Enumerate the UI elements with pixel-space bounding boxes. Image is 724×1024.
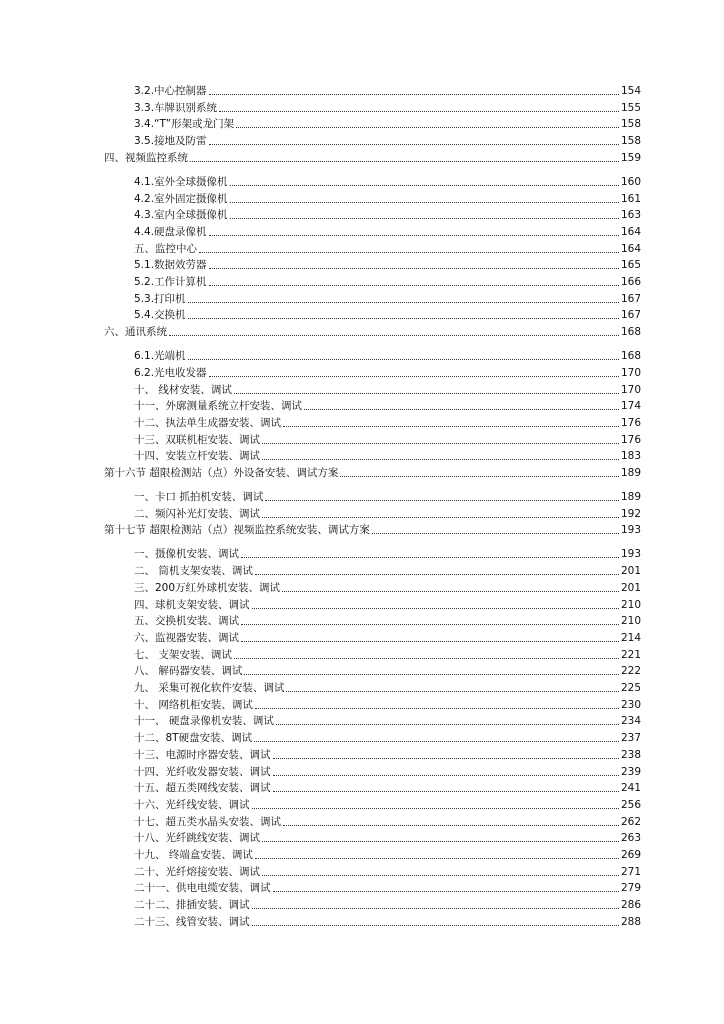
toc-entry-title: 4.4.硬盘录像机 (134, 225, 207, 238)
dot-leader (209, 93, 619, 95)
toc-entry-title: 二、频闪补光灯安装、调试 (134, 507, 260, 520)
toc-entry[interactable] (134, 240, 641, 256)
toc-entry-title: 十二、8T硬盘安装、调试 (134, 732, 253, 745)
toc-entry[interactable] (104, 521, 641, 537)
dot-leader (244, 673, 619, 675)
toc-entry-title: 十二、执法单生成器安装、调试 (134, 416, 281, 429)
toc-entry[interactable] (134, 579, 641, 595)
toc-entry-page-number: 167 (620, 292, 641, 305)
toc-entry-title: 六、通讯系统 (104, 326, 167, 339)
dot-leader (276, 723, 619, 725)
toc-entry-title: 4.1.室外全球摄像机 (134, 175, 228, 188)
toc-entry-title: 4.2.室外固定摄像机 (134, 192, 228, 205)
toc-entry[interactable] (134, 223, 641, 239)
dot-leader (252, 907, 619, 909)
toc-entry-page-number: 167 (620, 309, 641, 322)
toc-entry-title: 3.2.中心控制器 (134, 85, 207, 97)
toc-entry-title: 二、 筒机支架安装、调试 (134, 565, 253, 578)
toc-entry[interactable] (134, 779, 641, 795)
toc-entry-title: 一、卡口 抓拍机安装、调试 (134, 491, 264, 503)
dot-leader (199, 251, 619, 253)
toc-entry-title: 十、 网络机柜安装、调试 (134, 698, 253, 711)
dot-leader (209, 234, 619, 236)
toc-entry[interactable] (134, 397, 641, 413)
toc-entry-page-number: 201 (620, 581, 641, 594)
toc-entry-title: 6.1.光端机 (134, 350, 186, 363)
toc-entry-page-number: 168 (620, 350, 641, 363)
toc-entry-page-number: 286 (620, 899, 641, 912)
dot-leader (255, 707, 619, 709)
dot-leader (254, 740, 619, 742)
toc-entry[interactable] (134, 846, 641, 862)
toc-entry-title: 十八、光纤跳线安装、调试 (134, 832, 260, 845)
toc-entry[interactable] (134, 712, 641, 728)
toc-entry[interactable] (134, 364, 641, 380)
toc-entry[interactable] (134, 879, 641, 895)
toc-entry[interactable] (134, 913, 641, 929)
dot-leader (241, 556, 619, 558)
toc-entry-title: 七、 支架安装、调试 (134, 648, 232, 661)
toc-entry-page-number: 155 (620, 101, 641, 114)
toc-entry-page-number: 239 (620, 765, 641, 778)
toc-entry-page-number: 168 (620, 326, 641, 339)
toc-entry[interactable] (134, 347, 641, 363)
toc-entry-page-number: 241 (620, 782, 641, 795)
dot-leader (273, 757, 619, 759)
toc-entry[interactable] (104, 464, 641, 480)
dot-leader (273, 790, 619, 792)
toc-entry[interactable] (134, 863, 641, 879)
toc-entry-page-number: 183 (620, 450, 641, 463)
toc-entry[interactable] (134, 132, 641, 148)
toc-entry[interactable] (134, 763, 641, 779)
toc-entry[interactable] (134, 381, 641, 397)
toc-entry-page-number: 189 (620, 467, 641, 479)
toc-entry-title: 五、监控中心 (134, 242, 197, 255)
toc-entry-title: 九、 采集可视化软件安装、调试 (134, 682, 285, 694)
dot-leader (340, 475, 619, 477)
toc-entry-title: 5.3.打印机 (134, 292, 186, 305)
toc-entry-page-number: 263 (620, 832, 641, 845)
dot-leader (209, 143, 619, 145)
dot-leader (236, 126, 619, 128)
toc-entry-title: 5.4.交换机 (134, 309, 186, 322)
dot-leader (188, 317, 619, 319)
toc-entry-page-number: 189 (620, 491, 641, 503)
toc-entry-title: 五、交换机安装、调试 (134, 615, 239, 628)
toc-entry-title: 3.5.接地及防雷 (134, 135, 207, 148)
toc-entry[interactable] (134, 746, 641, 762)
toc-entry-page-number: 225 (620, 682, 641, 694)
toc-entry-title: 5.2.工作计算机 (134, 276, 207, 288)
toc-entry[interactable] (134, 545, 641, 561)
toc-entry[interactable] (134, 829, 641, 845)
dot-leader (252, 807, 619, 809)
dot-leader (273, 774, 619, 776)
toc-entry-page-number: 163 (620, 209, 641, 222)
toc-entry-page-number: 256 (620, 798, 641, 811)
toc-entry-page-number: 154 (620, 85, 641, 97)
toc-entry-page-number: 269 (620, 849, 641, 861)
toc-entry-page-number: 160 (620, 175, 641, 188)
toc-entry-title: 十七、超五类水晶头安装、调试 (134, 815, 281, 828)
toc-entry-title: 四、视频监控系统 (104, 151, 188, 164)
toc-entry-page-number: 166 (620, 276, 641, 288)
toc-entry[interactable] (134, 206, 641, 222)
toc-entry-page-number: 164 (620, 242, 641, 255)
dot-leader (283, 425, 619, 427)
dot-leader (262, 516, 619, 518)
toc-entry-page-number: 271 (620, 865, 641, 878)
dot-leader (252, 607, 619, 609)
toc-entry-title: 二十二、排插安装、调试 (134, 899, 250, 912)
toc-entry-page-number: 159 (620, 151, 641, 164)
toc-entry-page-number: 221 (620, 648, 641, 661)
toc-entry-page-number: 174 (620, 400, 641, 413)
toc-entry-page-number: 210 (620, 615, 641, 628)
toc-entry-title: 十五、超五类网线安装、调试 (134, 782, 271, 795)
toc-entry-title: 十三、电源时序器安装、调试 (134, 748, 271, 761)
toc-entry[interactable] (134, 612, 641, 628)
dot-leader (234, 657, 619, 659)
toc-entry[interactable] (134, 505, 641, 521)
dot-leader (219, 110, 619, 112)
toc-entry-page-number: 230 (620, 698, 641, 711)
dot-leader (188, 358, 619, 360)
toc-entry-title: 第十七节 超限检测站（点）视频监控系统安装、调试方案 (104, 524, 370, 537)
dot-leader (230, 184, 619, 186)
toc-entry-page-number: 158 (620, 118, 641, 131)
toc-entry-page-number: 262 (620, 815, 641, 828)
toc-entry-title: 十一、 硬盘录像机安装、调试 (134, 715, 274, 728)
toc-entry-title: 一、摄像机安装、调试 (134, 548, 239, 561)
dot-leader (241, 640, 619, 642)
dot-leader (283, 824, 619, 826)
dot-leader (255, 857, 619, 859)
toc-entry-page-number: 158 (620, 135, 641, 148)
toc-entry-page-number: 193 (620, 548, 641, 561)
toc-entry-page-number: 192 (620, 507, 641, 520)
toc-entry-page-number: 161 (620, 192, 641, 205)
toc-entry[interactable] (134, 629, 641, 645)
dot-leader (209, 375, 619, 377)
toc-entry-page-number: 170 (620, 383, 641, 396)
toc-entry-title: 六、监视器安装、调试 (134, 631, 239, 644)
toc-entry[interactable] (134, 290, 641, 306)
toc-entry-page-number: 238 (620, 748, 641, 761)
toc-entry-title: 5.1.数据效劳器 (134, 259, 207, 272)
toc-entry-title: 三、200万红外球机安装、调试 (134, 581, 281, 594)
toc-entry[interactable] (134, 488, 641, 504)
dot-leader (265, 499, 619, 501)
toc-entry-title: 二十三、线管安装、调试 (134, 915, 250, 928)
toc-entry[interactable] (134, 273, 641, 289)
toc-entry[interactable] (134, 729, 641, 745)
toc-entry-title: 3.4.“T”形架或龙门架 (134, 118, 235, 131)
toc-entry[interactable] (134, 256, 641, 272)
dot-leader (372, 532, 619, 534)
toc-entry-title: 十、 线材安装、调试 (134, 383, 232, 396)
toc-entry-title: 十四、光纤收发器安装、调试 (134, 765, 271, 778)
toc-entry-page-number: 176 (620, 433, 641, 446)
toc-entry-title: 十九、 终端盒安装、调试 (134, 849, 253, 861)
toc-entry-title: 十一、外廓测量系统立杆安装、调试 (134, 400, 302, 413)
toc-entry[interactable] (134, 896, 641, 912)
toc-entry-title: 二十一、供电电缆安装、调试 (134, 882, 271, 895)
dot-leader (241, 623, 619, 625)
toc-entry-title: 十四、安装立杆安装、调试 (134, 450, 260, 463)
toc-entry[interactable] (134, 414, 641, 430)
toc-entry-page-number: 193 (620, 524, 641, 537)
dot-leader (286, 690, 619, 692)
toc-entry-title: 二十、光纤熔接安装、调试 (134, 865, 260, 878)
toc-entry-page-number: 170 (620, 366, 641, 379)
toc-entry-title: 四、球机支架安装、调试 (134, 598, 250, 611)
dot-leader (304, 408, 619, 410)
toc-entry-page-number: 237 (620, 732, 641, 745)
dot-leader (190, 160, 619, 162)
toc-entry[interactable] (134, 813, 641, 829)
toc-entry-page-number: 288 (620, 915, 641, 928)
dot-leader (188, 301, 619, 303)
toc-entry-page-number: 176 (620, 416, 641, 429)
toc-entry[interactable] (134, 696, 641, 712)
toc-entry[interactable] (134, 596, 641, 612)
toc-entry-page-number: 201 (620, 565, 641, 578)
dot-leader (230, 217, 619, 219)
toc-entry-page-number: 164 (620, 225, 641, 238)
toc-entry-title: 4.3.室内全球摄像机 (134, 209, 228, 222)
toc-entry[interactable] (134, 562, 641, 578)
toc-entry[interactable] (134, 306, 641, 322)
toc-entry[interactable] (134, 99, 641, 115)
toc-entry[interactable] (134, 82, 641, 98)
dot-leader (282, 590, 619, 592)
dot-leader (234, 392, 619, 394)
toc-entry-title: 十六、光纤线安装、调试 (134, 798, 250, 811)
toc-entry[interactable] (104, 149, 641, 165)
toc-entry-page-number: 214 (620, 631, 641, 644)
toc-entry[interactable] (134, 679, 641, 695)
toc-entry-page-number: 222 (620, 665, 641, 678)
toc-entry[interactable] (104, 323, 641, 339)
toc-entry-title: 第十六节 超限检测站（点）外设备安装、调试方案 (104, 467, 339, 479)
toc-entry-title: 3.3.车牌识别系统 (134, 101, 218, 114)
dot-leader (262, 840, 619, 842)
toc-entry[interactable] (134, 662, 641, 678)
toc-entry-title: 十三、双联机柜安装、调试 (134, 433, 260, 446)
toc-entry[interactable] (134, 173, 641, 189)
toc-entry-page-number: 234 (620, 715, 641, 728)
dot-leader (273, 890, 619, 892)
toc-entry[interactable] (134, 190, 641, 206)
dot-leader (230, 201, 619, 203)
toc-entry-title: 八、 解码器安装、调试 (134, 665, 243, 678)
dot-leader (169, 334, 619, 336)
toc-entry[interactable] (134, 646, 641, 662)
toc-entry-page-number: 279 (620, 882, 641, 895)
dot-leader (262, 458, 619, 460)
dot-leader (262, 442, 619, 444)
toc-entry-page-number: 210 (620, 598, 641, 611)
dot-leader (255, 573, 619, 575)
toc-entry[interactable] (134, 447, 641, 463)
dot-leader (209, 284, 619, 286)
dot-leader (209, 267, 619, 269)
toc-entry[interactable] (134, 115, 641, 131)
dot-leader (252, 924, 619, 926)
toc-entry[interactable] (134, 431, 641, 447)
dot-leader (262, 874, 619, 876)
toc-entry-page-number: 165 (620, 259, 641, 272)
toc-entry[interactable] (134, 796, 641, 812)
toc-entry-title: 6.2.光电收发器 (134, 366, 207, 379)
